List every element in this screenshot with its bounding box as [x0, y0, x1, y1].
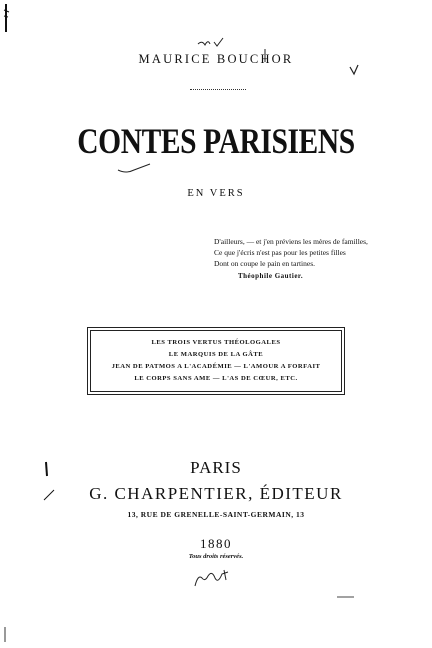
contents-line: LE CORPS SANS AME — L'AS DE CŒUR, ETC. [134, 375, 298, 382]
epigraph-line: Dont on coupe le pain en tartines. [214, 259, 316, 268]
bottom-left-tick-mark [2, 626, 8, 644]
handwritten-check-mark [196, 36, 226, 50]
imprint-rights: Tous droits réservés. [188, 553, 244, 560]
author-name: MAURICE BOUCHOR [138, 52, 294, 66]
imprint-year: 1880 [200, 536, 232, 551]
contents-line: JEAN DE PATMOS A L'ACADÉMIE — L'AMOUR A FORFAIT [111, 363, 321, 370]
left-margin-stamp-mark [2, 2, 10, 42]
contents-box [87, 327, 345, 395]
epigraph-attribution: Théophile Gautier. [238, 272, 304, 280]
book-subtitle: EN VERS [187, 188, 245, 199]
contents-line: LE MARQUIS DE LA GÂTE [168, 351, 264, 358]
imprint-publisher: G. CHARPENTIER, ÉDITEUR [89, 484, 343, 503]
title-underline-squiggle-mark [116, 160, 152, 176]
author-divider [190, 89, 246, 90]
contents-line: LES TROIS VERTUS THÉOLOGALES [151, 339, 281, 346]
epigraph-line: Ce que j'écris n'est pas pour les petites filles [214, 248, 346, 257]
handwritten-signature-mark [192, 568, 234, 590]
imprint-city: PARIS [190, 458, 242, 477]
book-title: CONTES PARISIENS [77, 121, 355, 161]
epigraph [214, 236, 414, 282]
bottom-right-line-mark [336, 594, 356, 600]
epigraph-line: D'ailleurs, — et j'en préviens les mères de familles, [214, 237, 368, 246]
imprint-address: 13, RUE DE GRENELLE-SAINT-GERMAIN, 13 [127, 510, 305, 519]
